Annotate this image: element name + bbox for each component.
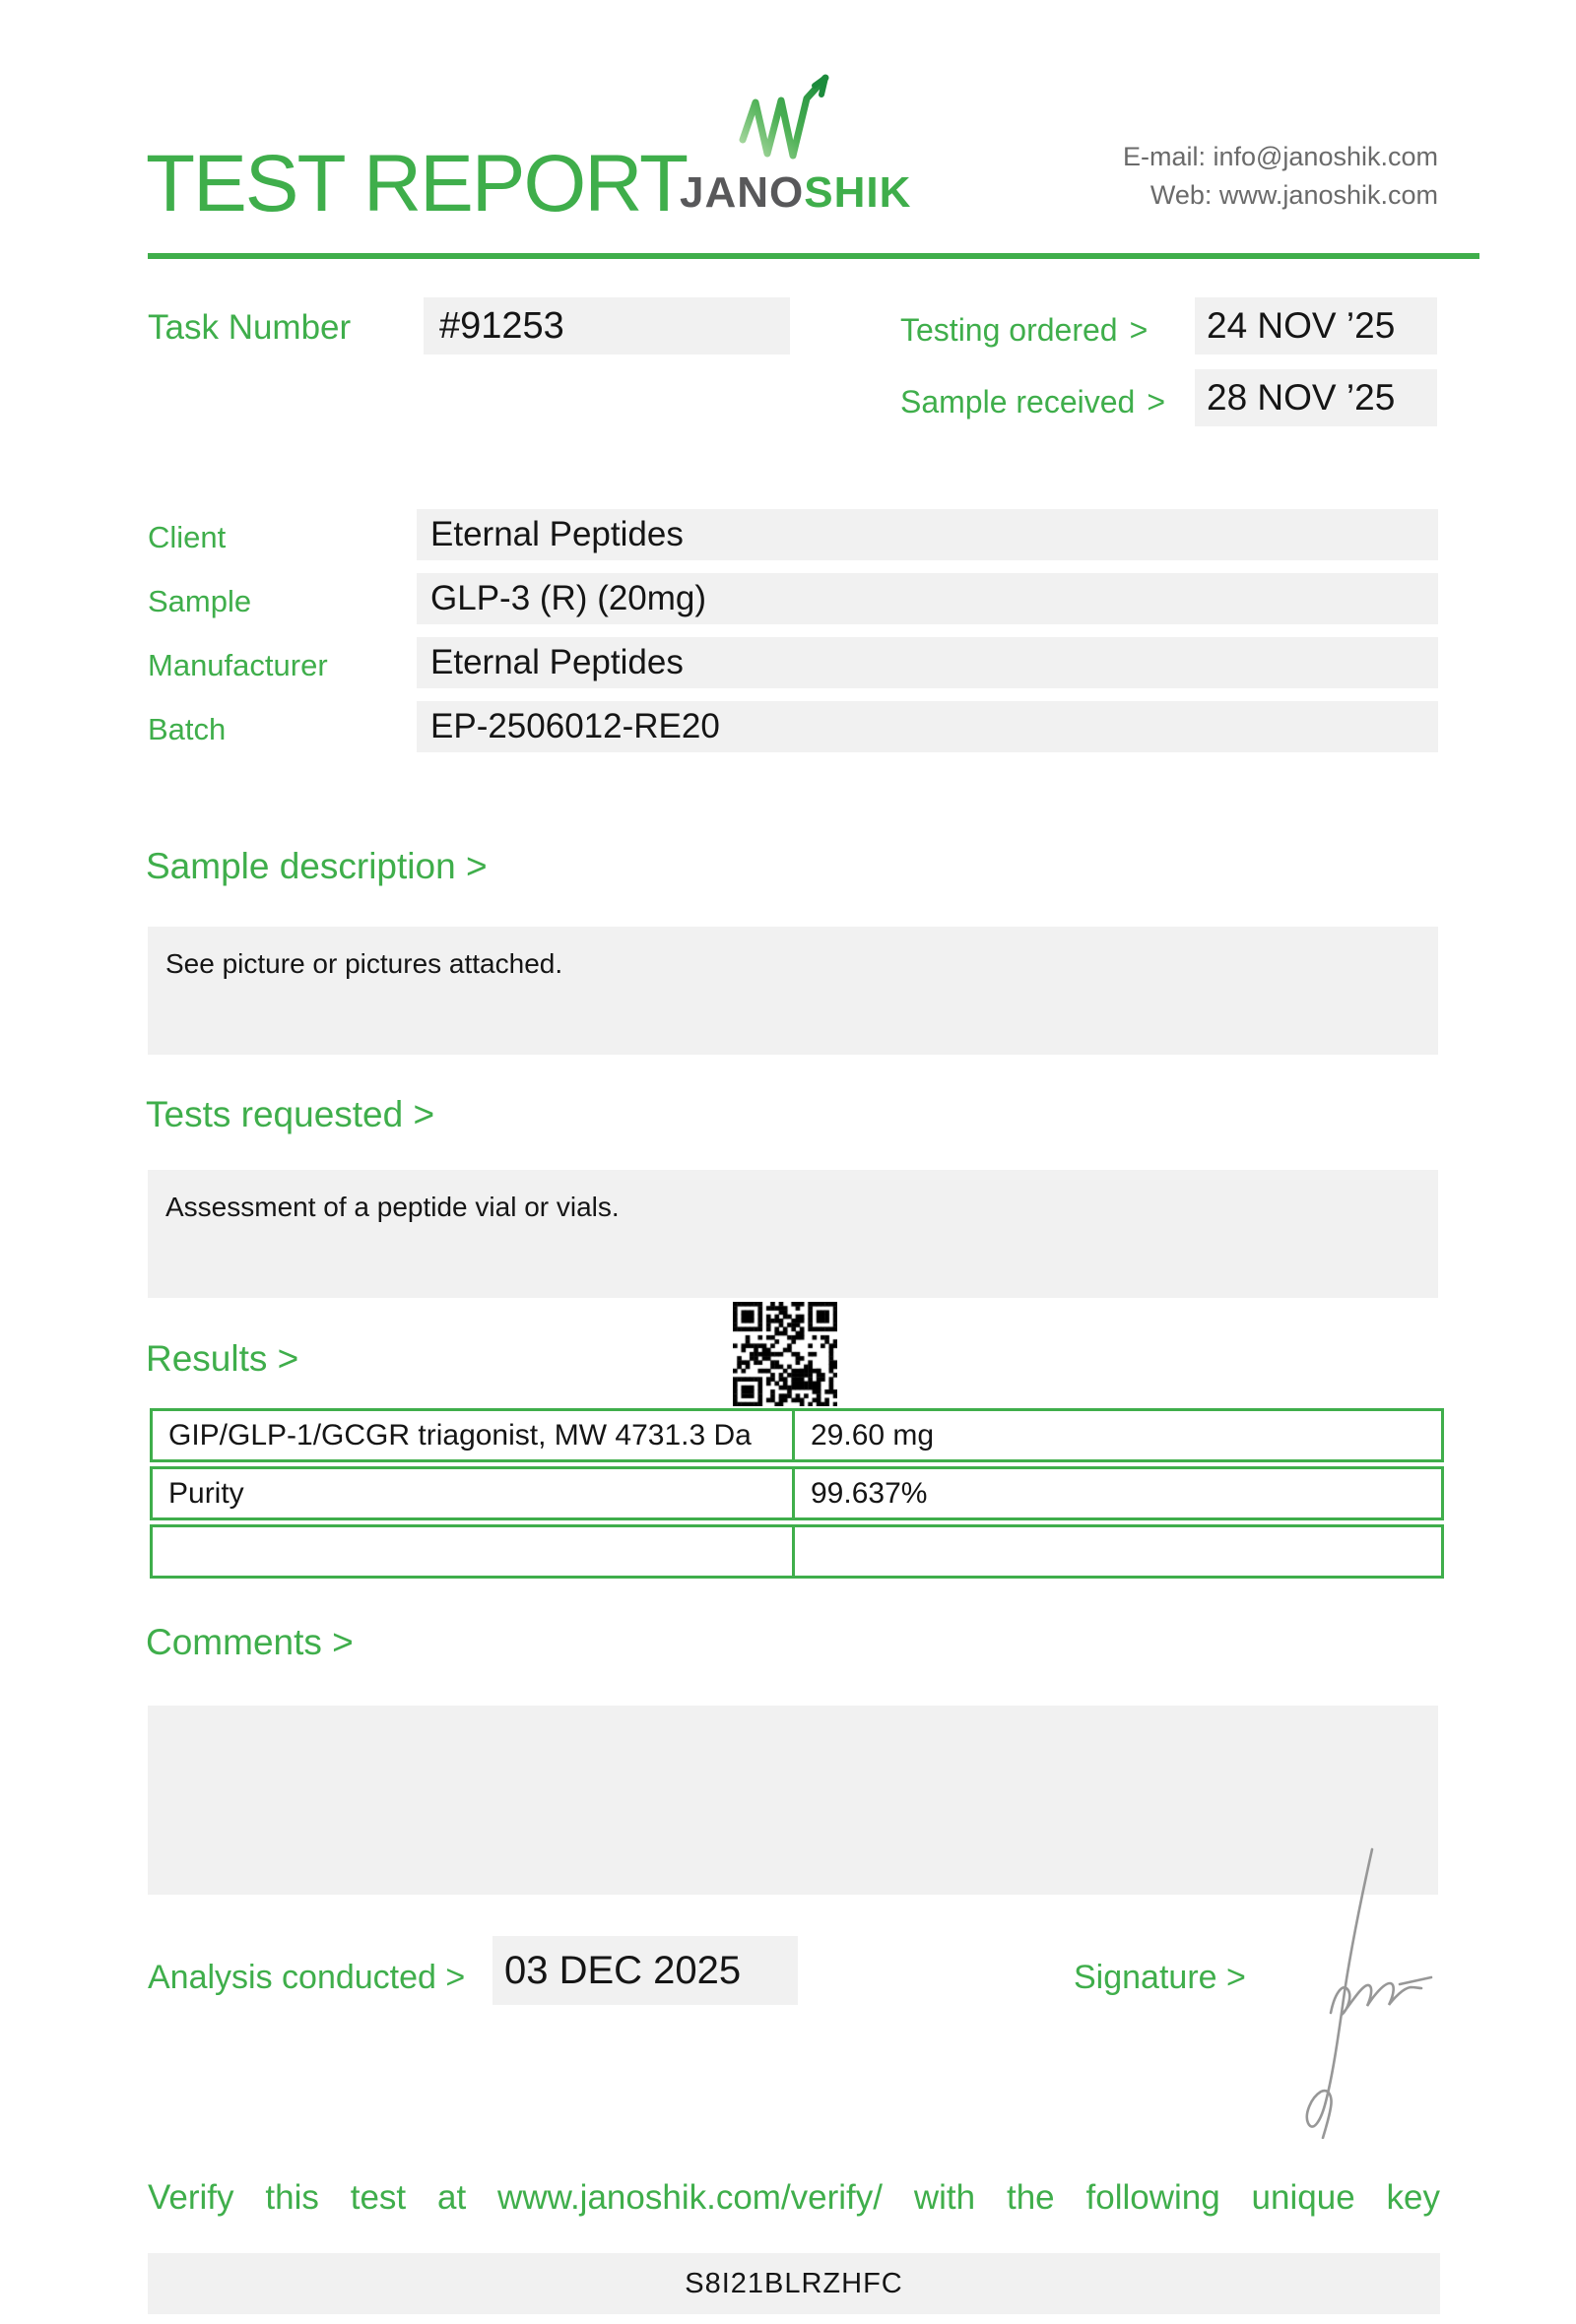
table-row (150, 1524, 1444, 1579)
qr-code (733, 1302, 837, 1406)
testing-ordered-date: 24 NOV ’25 (1195, 297, 1437, 355)
sample-description-box (148, 927, 1438, 1055)
page-title: TEST REPORT (146, 139, 688, 228)
results-heading: Results > (146, 1338, 299, 1379)
tests-requested-box (148, 1170, 1438, 1298)
logo-shik-text: SHIK (804, 168, 912, 217)
result-name-cell (150, 1524, 795, 1579)
sample-value: GLP-3 (R) (20mg) (417, 573, 1438, 624)
signature-label: Signature > (1074, 1959, 1246, 1996)
analysis-conducted-label: Analysis conducted > (148, 1959, 466, 1996)
client-label: Client (148, 520, 227, 554)
comments-heading: Comments > (146, 1622, 354, 1662)
signature-scribble (1274, 1843, 1446, 2139)
client-value: Eternal Peptides (417, 509, 1438, 560)
header-divider (148, 253, 1479, 259)
chevron-right-icon: > (1147, 384, 1166, 420)
chevron-right-icon: > (1129, 312, 1149, 348)
sample-label: Sample (148, 584, 252, 618)
result-name-cell: Purity (150, 1466, 795, 1520)
tests-requested-text: Assessment of a peptide vial or vials. (165, 1192, 620, 1222)
result-value-cell: 29.60 mg (792, 1408, 1444, 1462)
testing-ordered-label: Testing ordered > (900, 312, 1149, 348)
batch-label: Batch (148, 712, 227, 746)
manufacturer-label: Manufacturer (148, 648, 328, 682)
result-name-cell: GIP/GLP-1/GCGR triagonist, MW 4731.3 Da (150, 1408, 795, 1462)
task-number-value: #91253 (424, 297, 790, 355)
table-row (150, 1466, 1444, 1520)
table-row (150, 1408, 1444, 1462)
manufacturer-value: Eternal Peptides (417, 637, 1438, 688)
logo-jano-text: JANO (680, 168, 805, 217)
sample-received-label: Sample received > (900, 384, 1166, 420)
janoshik-chart-logo-icon (737, 73, 839, 160)
janoshik-wordmark (680, 168, 912, 217)
result-value-cell: 99.637% (792, 1466, 1444, 1520)
contact-info (1123, 138, 1438, 215)
verify-instruction: Verify this test at www.janoshik.com/verify/ with the following unique key (148, 2178, 1440, 2217)
sample-description-text: See picture or pictures attached. (165, 948, 563, 979)
result-value-cell (792, 1524, 1444, 1579)
results-table (150, 1408, 1444, 1579)
sample-received-date: 28 NOV ’25 (1195, 369, 1437, 426)
tests-requested-heading: Tests requested > (146, 1094, 435, 1134)
batch-value: EP-2506012-RE20 (417, 701, 1438, 752)
task-number-label: Task Number (148, 308, 352, 347)
contact-web: Web: www.janoshik.com (1149, 180, 1438, 210)
analysis-date: 03 DEC 2025 (492, 1936, 798, 2005)
sample-description-heading: Sample description > (146, 846, 488, 886)
verify-key: S8I21BLRZHFC (148, 2253, 1440, 2314)
comments-box (148, 1706, 1438, 1895)
contact-email: E-mail: info@janoshik.com (1122, 142, 1438, 171)
